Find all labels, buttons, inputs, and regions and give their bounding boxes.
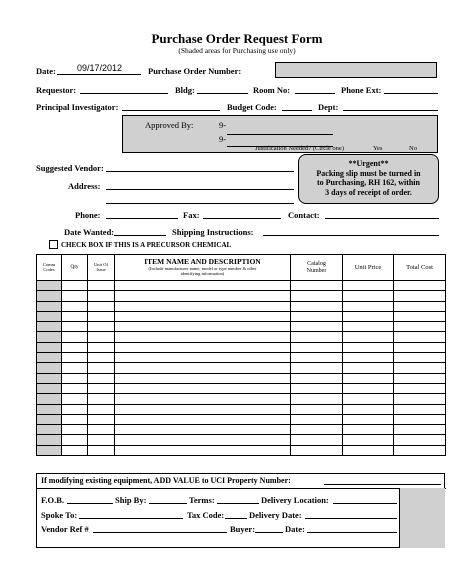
date-label: Date: [36,66,56,76]
item-description-cell[interactable] [115,353,291,363]
unit-of-issue-cell[interactable] [88,394,115,404]
table-row [37,373,446,383]
unit-price-cell[interactable] [343,291,394,301]
urgent-line-2: to Purchasing, RH 162, within [317,178,420,188]
table-row [37,322,446,332]
comm-codes-cell [37,291,62,301]
table-row [37,414,446,424]
total-cost-cell[interactable] [394,394,446,404]
unit-price-cell[interactable] [343,353,394,363]
unit-price-cell[interactable] [343,394,394,404]
qty-cell[interactable] [62,342,88,352]
unit-of-issue-cell[interactable] [88,445,115,455]
unit-of-issue-cell[interactable] [88,363,115,373]
qty-cell[interactable] [62,332,88,342]
item-description-cell[interactable] [115,311,291,321]
unit-price-cell[interactable] [343,311,394,321]
spoke-to-label: Spoke To: [41,510,78,520]
item-description-cell[interactable] [115,435,291,445]
unit-price-cell[interactable] [343,445,394,455]
item-description-cell[interactable] [115,291,291,301]
qty-cell[interactable] [62,383,88,393]
total-cost-cell[interactable] [394,425,446,435]
catalog-number-cell[interactable] [291,322,343,332]
ship-by-field[interactable] [149,503,187,504]
qty-cell[interactable] [62,394,88,404]
qty-cell[interactable] [62,281,88,291]
footer-date-label: Date: [285,524,305,534]
room-no-field[interactable] [295,93,335,94]
qty-cell[interactable] [62,445,88,455]
comm-codes-cell [37,414,62,424]
unit-price-cell[interactable] [343,363,394,373]
total-cost-cell[interactable] [394,435,446,445]
approval-box [122,115,438,153]
col-unit-price: Unit Price [343,255,394,281]
total-cost-cell[interactable] [394,281,446,291]
buyer-field[interactable] [255,532,283,533]
table-row [37,311,446,321]
shipping-field[interactable] [263,235,439,236]
table-row [37,425,446,435]
vendor-ref-label: Vendor Ref # [41,524,89,534]
item-description-cell[interactable] [115,322,291,332]
table-row [37,383,446,393]
unit-price-cell[interactable] [343,281,394,291]
catalog-number-cell[interactable] [291,301,343,311]
comm-codes-cell [37,394,62,404]
total-cost-cell[interactable] [394,404,446,414]
table-row [37,394,446,404]
qty-cell[interactable] [62,301,88,311]
unit-price-cell[interactable] [343,435,394,445]
vendor-ref-field[interactable] [93,532,227,533]
qty-cell[interactable] [62,291,88,301]
ship-by-label: Ship By: [115,495,147,505]
col-catalog-number: Catalog Number [291,255,343,281]
footer-date-field[interactable] [307,532,397,533]
unit-of-issue-cell[interactable] [88,291,115,301]
catalog-number-cell[interactable] [291,445,343,455]
unit-of-issue-cell[interactable] [88,332,115,342]
catalog-number-cell[interactable] [291,383,343,393]
address-label: Address: [68,181,101,191]
precursor-checkbox[interactable] [49,240,58,249]
phone-ext-label: Phone Ext: [341,85,382,95]
unit-of-issue-cell[interactable] [88,435,115,445]
unit-price-cell[interactable] [343,383,394,393]
delivery-date-label: Delivery Date: [249,510,302,520]
unit-price-cell[interactable] [343,332,394,342]
item-description-cell[interactable] [115,425,291,435]
tax-code-field[interactable] [225,518,247,519]
items-table [36,254,446,456]
approved-by-label: Approved By: [145,120,194,130]
justification-no[interactable]: No [409,145,417,152]
precursor-label: CHECK BOX IF THIS IS A PRECURSOR CHEMICAL [61,241,232,249]
urgent-notice [298,154,439,204]
total-cost-cell[interactable] [394,445,446,455]
item-description-cell[interactable] [115,445,291,455]
table-row [37,404,446,414]
total-cost-cell[interactable] [394,363,446,373]
fob-label: F.O.B. [41,495,65,505]
comm-codes-cell [37,281,62,291]
delivery-location-label: Delivery Location: [261,495,329,505]
qty-cell[interactable] [62,322,88,332]
phone-label: Phone: [75,210,101,220]
fob-field[interactable] [67,503,113,504]
delivery-date-field[interactable] [305,518,397,519]
bldg-field[interactable] [197,93,248,94]
item-description-cell[interactable] [115,363,291,373]
qty-cell[interactable] [62,373,88,383]
budget-code-field[interactable] [282,110,312,111]
page-title: Purchase Order Request Form [151,31,323,46]
fax-label: Fax: [183,210,200,220]
comm-codes-cell [37,425,62,435]
urgent-line-1: Packing slip must be turned in [316,168,421,178]
item-description-cell[interactable] [115,332,291,342]
terms-label: Terms: [189,495,215,505]
total-cost-cell[interactable] [394,414,446,424]
requestor-field[interactable] [80,93,168,94]
total-cost-cell[interactable] [394,301,446,311]
total-cost-cell[interactable] [394,322,446,332]
qty-cell[interactable] [62,363,88,373]
catalog-number-cell[interactable] [291,394,343,404]
purchasing-footer [36,473,445,548]
catalog-number-cell[interactable] [291,435,343,445]
property-number-field[interactable] [324,484,441,485]
catalog-number-cell[interactable] [291,404,343,414]
date-wanted-field[interactable] [114,235,166,236]
unit-price-cell[interactable] [343,414,394,424]
qty-cell[interactable] [62,353,88,363]
col-unit-of-issue: Unit Of Issue [88,255,115,281]
unit-of-issue-cell[interactable] [88,301,115,311]
unit-of-issue-cell[interactable] [88,383,115,393]
po-number-label: Purchase Order Number: [148,66,242,76]
total-cost-cell[interactable] [394,291,446,301]
unit-price-cell[interactable] [343,373,394,383]
buyer-label: Buyer: [230,524,256,534]
delivery-location-field[interactable] [333,503,397,504]
col-total-cost: Total Cost [394,255,446,281]
total-cost-cell[interactable] [394,353,446,363]
unit-price-cell[interactable] [343,425,394,435]
item-description-cell[interactable] [115,404,291,414]
unit-of-issue-cell[interactable] [88,425,115,435]
spoke-to-field[interactable] [79,518,183,519]
tax-code-label: Tax Code: [187,510,225,520]
approved-by-1: 9- [219,120,227,130]
date-wanted-label: Date Wanted: [64,227,115,237]
comm-codes-cell [37,332,62,342]
unit-of-issue-cell[interactable] [88,281,115,291]
table-row [37,435,446,445]
table-row [37,353,446,363]
comm-codes-cell [37,435,62,445]
date-field[interactable]: 09/17/2012 [77,63,123,73]
comm-codes-cell [37,445,62,455]
page-subtitle: (Shaded areas for Purchasing use only) [178,46,296,55]
phone-field[interactable] [106,218,178,219]
equipment-note: If modifying existing equipment, ADD VALUE to UCI Property Number: [41,476,291,485]
urgent-line-3: 3 days of receipt of order. [325,187,412,197]
comm-codes-cell [37,383,62,393]
comm-codes-cell [37,301,62,311]
catalog-number-cell[interactable] [291,342,343,352]
unit-of-issue-cell[interactable] [88,414,115,424]
item-description-cell[interactable] [115,414,291,424]
footer-divider [37,488,446,489]
table-row [37,291,446,301]
address-field-1[interactable] [106,189,294,190]
unit-price-cell[interactable] [343,301,394,311]
requestor-label: Requestor: [36,85,77,95]
item-description-cell[interactable] [115,394,291,404]
comm-codes-cell [37,373,62,383]
col-qty: Qty [62,255,88,281]
catalog-number-cell[interactable] [291,281,343,291]
dept-field[interactable] [343,110,438,111]
total-cost-cell[interactable] [394,342,446,352]
room-no-label: Room No: [253,85,291,95]
dept-label: Dept: [318,102,339,112]
approved-by-line-1 [227,134,333,135]
comm-codes-cell [37,404,62,414]
col-comm-codes: Comm Codes [37,255,62,281]
qty-cell[interactable] [62,414,88,424]
budget-code-label: Budget Code: [227,102,277,112]
qty-cell[interactable] [62,311,88,321]
unit-of-issue-cell[interactable] [88,322,115,332]
unit-of-issue-cell[interactable] [88,373,115,383]
qty-cell[interactable] [62,435,88,445]
item-description-cell[interactable] [115,342,291,352]
table-row [37,342,446,352]
col-item-description: ITEM NAME AND DESCRIPTION (Include manufacturer name, model or type number & other identifying information) [115,255,291,281]
po-number-field [275,62,437,78]
terms-field[interactable] [217,503,259,504]
table-row [37,301,446,311]
urgent-heading: **Urgent** [348,159,389,168]
comm-codes-cell [37,311,62,321]
comm-codes-cell [37,353,62,363]
catalog-number-cell[interactable] [291,373,343,383]
address-field-2[interactable] [106,203,294,204]
fax-field[interactable] [203,218,281,219]
item-description-cell[interactable] [115,281,291,291]
approved-by-2: 9- [219,134,227,144]
vendor-field[interactable] [106,171,294,172]
catalog-number-cell[interactable] [291,332,343,342]
pi-field[interactable] [122,110,220,111]
qty-cell[interactable] [62,404,88,414]
total-cost-cell[interactable] [394,383,446,393]
justification-label: Justification Needed? (Circle one) [255,145,344,152]
unit-of-issue-cell[interactable] [88,342,115,352]
comm-codes-cell [37,342,62,352]
total-cost-cell[interactable] [394,373,446,383]
table-row [37,281,446,291]
catalog-number-cell[interactable] [291,291,343,301]
comm-codes-cell [37,363,62,373]
unit-price-cell[interactable] [343,404,394,414]
phone-ext-field[interactable] [384,93,438,94]
vendor-label: Suggested Vendor: [36,163,104,173]
comm-codes-cell [37,322,62,332]
catalog-number-cell[interactable] [291,425,343,435]
table-row [37,445,446,455]
total-cost-cell[interactable] [394,332,446,342]
catalog-number-cell[interactable] [291,311,343,321]
items-body [37,281,446,456]
item-description-cell[interactable] [115,301,291,311]
qty-cell[interactable] [62,425,88,435]
footer-shade-col [399,488,445,548]
unit-price-cell[interactable] [343,322,394,332]
justification-yes[interactable]: Yes [373,145,383,152]
table-header-row [37,255,446,281]
unit-price-cell[interactable] [343,342,394,352]
shipping-label: Shipping Instructions: [172,227,254,237]
bldg-label: Bldg: [175,85,195,95]
date-field-line [57,74,141,75]
catalog-number-cell[interactable] [291,353,343,363]
unit-of-issue-cell[interactable] [88,404,115,414]
pi-label: Principal Investigator: [36,102,119,112]
contact-field[interactable] [325,218,439,219]
catalog-number-cell[interactable] [291,363,343,373]
item-description-cell[interactable] [115,383,291,393]
item-description-cell[interactable] [115,373,291,383]
table-row [37,332,446,342]
unit-of-issue-cell[interactable] [88,353,115,363]
unit-of-issue-cell[interactable] [88,311,115,321]
total-cost-cell[interactable] [394,311,446,321]
table-row [37,363,446,373]
catalog-number-cell[interactable] [291,414,343,424]
contact-label: Contact: [288,210,320,220]
